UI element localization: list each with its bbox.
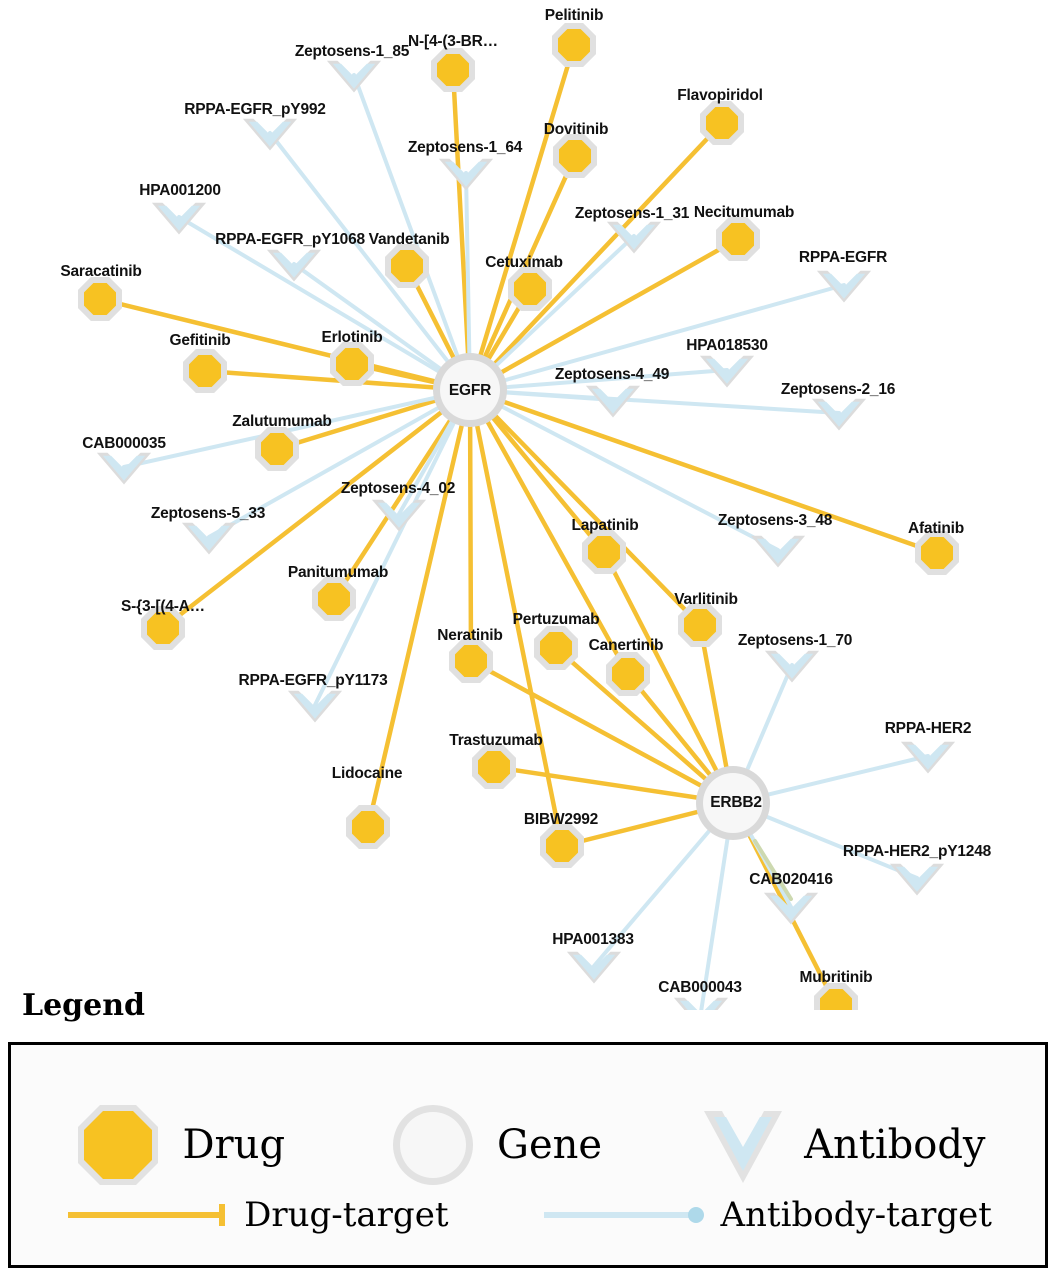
drug-label: Necitumumab <box>693 204 795 221</box>
drug-node[interactable] <box>706 107 738 139</box>
drug-node[interactable] <box>478 751 510 783</box>
drug-label: Dovitinib <box>543 121 609 138</box>
legend-node-row <box>11 1097 1045 1193</box>
legend-title: Legend <box>22 988 146 1023</box>
legend-label-antibody-target: Antibody-target <box>720 1195 992 1235</box>
drug-node[interactable] <box>921 537 953 569</box>
antibody-label: HPA001200 <box>139 182 221 199</box>
drug-node[interactable] <box>261 433 293 465</box>
drug-node[interactable] <box>84 283 116 315</box>
antibody-label: RPPA-EGFR <box>798 249 888 266</box>
drug-node[interactable] <box>391 250 423 282</box>
antibody-label: Zeptosens-5_33 <box>150 505 266 522</box>
antibody-label: CAB020416 <box>749 871 833 888</box>
drug-node[interactable] <box>147 612 179 644</box>
legend-item-gene <box>385 1097 602 1193</box>
drug-label: Pelitinib <box>544 7 604 24</box>
drug-label: S-{3-[(4-A… <box>121 598 205 615</box>
legend-box <box>8 1042 1048 1268</box>
antibody-label: Zeptosens-1_31 <box>574 205 690 222</box>
drug-node[interactable] <box>558 29 590 61</box>
drug-label: Saracatinib <box>60 263 142 280</box>
legend-item-antibody-target <box>540 1195 991 1235</box>
drug-label: BIBW2992 <box>523 811 599 828</box>
drug-node[interactable] <box>352 811 384 843</box>
antibody-label: CAB000035 <box>82 435 166 452</box>
drug-node[interactable] <box>514 273 546 305</box>
antibody-label: Zeptosens-3_48 <box>717 512 833 529</box>
drug-label: Zalutumumab <box>232 413 332 430</box>
drug-label: Vandetanib <box>368 231 450 248</box>
gene-label: ERBB2 <box>710 794 762 811</box>
antibody-label: Zeptosens-4_49 <box>554 366 670 383</box>
drug-node[interactable] <box>559 140 591 172</box>
antibody-target-edge-icon <box>540 1200 710 1230</box>
drug-node[interactable] <box>455 645 487 677</box>
legend-label-antibody: Antibody <box>804 1122 986 1168</box>
drug-label: Pertuzumab <box>512 611 600 628</box>
drug-node[interactable] <box>540 632 572 664</box>
drug-label: Mubritinib <box>799 969 873 986</box>
antibody-label: RPPA-HER2_pY1248 <box>842 843 992 860</box>
drug-node[interactable] <box>722 223 754 255</box>
drug-node[interactable] <box>318 583 350 615</box>
antibody-label: Zeptosens-1_70 <box>737 632 853 649</box>
antibody-label: Zeptosens-1_85 <box>294 43 410 60</box>
gene-label: EGFR <box>448 382 492 399</box>
drug-label: Afatinib <box>907 520 965 537</box>
octagon-icon <box>70 1097 166 1193</box>
drug-node[interactable] <box>189 355 221 387</box>
drug-label: Lapatinib <box>571 517 639 534</box>
drug-label: Varlitinib <box>674 591 738 608</box>
antibody-target-edge <box>315 390 470 705</box>
antibody-label: HPA001383 <box>552 931 634 948</box>
drug-label: Lidocaine <box>331 765 403 782</box>
drug-node[interactable] <box>612 658 644 690</box>
legend-item-drug-target <box>64 1195 448 1235</box>
antibody-label: Zeptosens-1_64 <box>407 139 523 156</box>
drug-target-edge <box>470 390 700 625</box>
drug-node[interactable] <box>336 348 368 380</box>
drug-label: Panitumumab <box>287 564 389 581</box>
drug-label: Neratinib <box>437 627 503 644</box>
antibody-label: RPPA-EGFR_pY992 <box>184 101 326 118</box>
drug-node[interactable] <box>437 54 469 86</box>
drug-node[interactable] <box>588 536 620 568</box>
drug-label: Gefitinib <box>169 332 231 349</box>
legend-edge-row <box>11 1195 1045 1235</box>
drug-node[interactable] <box>684 609 716 641</box>
antibody-label: RPPA-EGFR_pY1173 <box>238 672 388 689</box>
legend-item-drug <box>70 1097 285 1193</box>
legend-label-drug-target: Drug-target <box>244 1195 449 1235</box>
drug-node[interactable] <box>546 830 578 862</box>
drug-target-edge <box>470 390 471 661</box>
chevron-down-icon <box>698 1097 788 1193</box>
antibody-label: Zeptosens-4_02 <box>340 480 456 497</box>
antibody-label: RPPA-HER2 <box>884 720 972 737</box>
drug-label: Cetuximab <box>485 254 563 271</box>
legend-label-gene: Gene <box>497 1122 603 1168</box>
legend-item-antibody <box>698 1097 985 1193</box>
circle-icon <box>385 1097 481 1193</box>
antibody-label: Zeptosens-2_16 <box>780 381 896 398</box>
drug-label: Flavopiridol <box>677 87 763 104</box>
drug-target-edge-icon <box>64 1200 234 1230</box>
legend-label-drug: Drug <box>182 1122 286 1168</box>
antibody-label: CAB000043 <box>658 979 742 996</box>
antibody-label: HPA018530 <box>686 337 768 354</box>
drug-label: Erlotinib <box>321 329 383 346</box>
drug-label: N-[4-(3-BR… <box>408 33 498 50</box>
drug-label: Trastuzumab <box>449 732 543 749</box>
antibody-label: RPPA-EGFR_pY1068 <box>215 231 365 248</box>
drug-label: Canertinib <box>588 637 664 654</box>
antibody-target-edge <box>755 841 791 899</box>
